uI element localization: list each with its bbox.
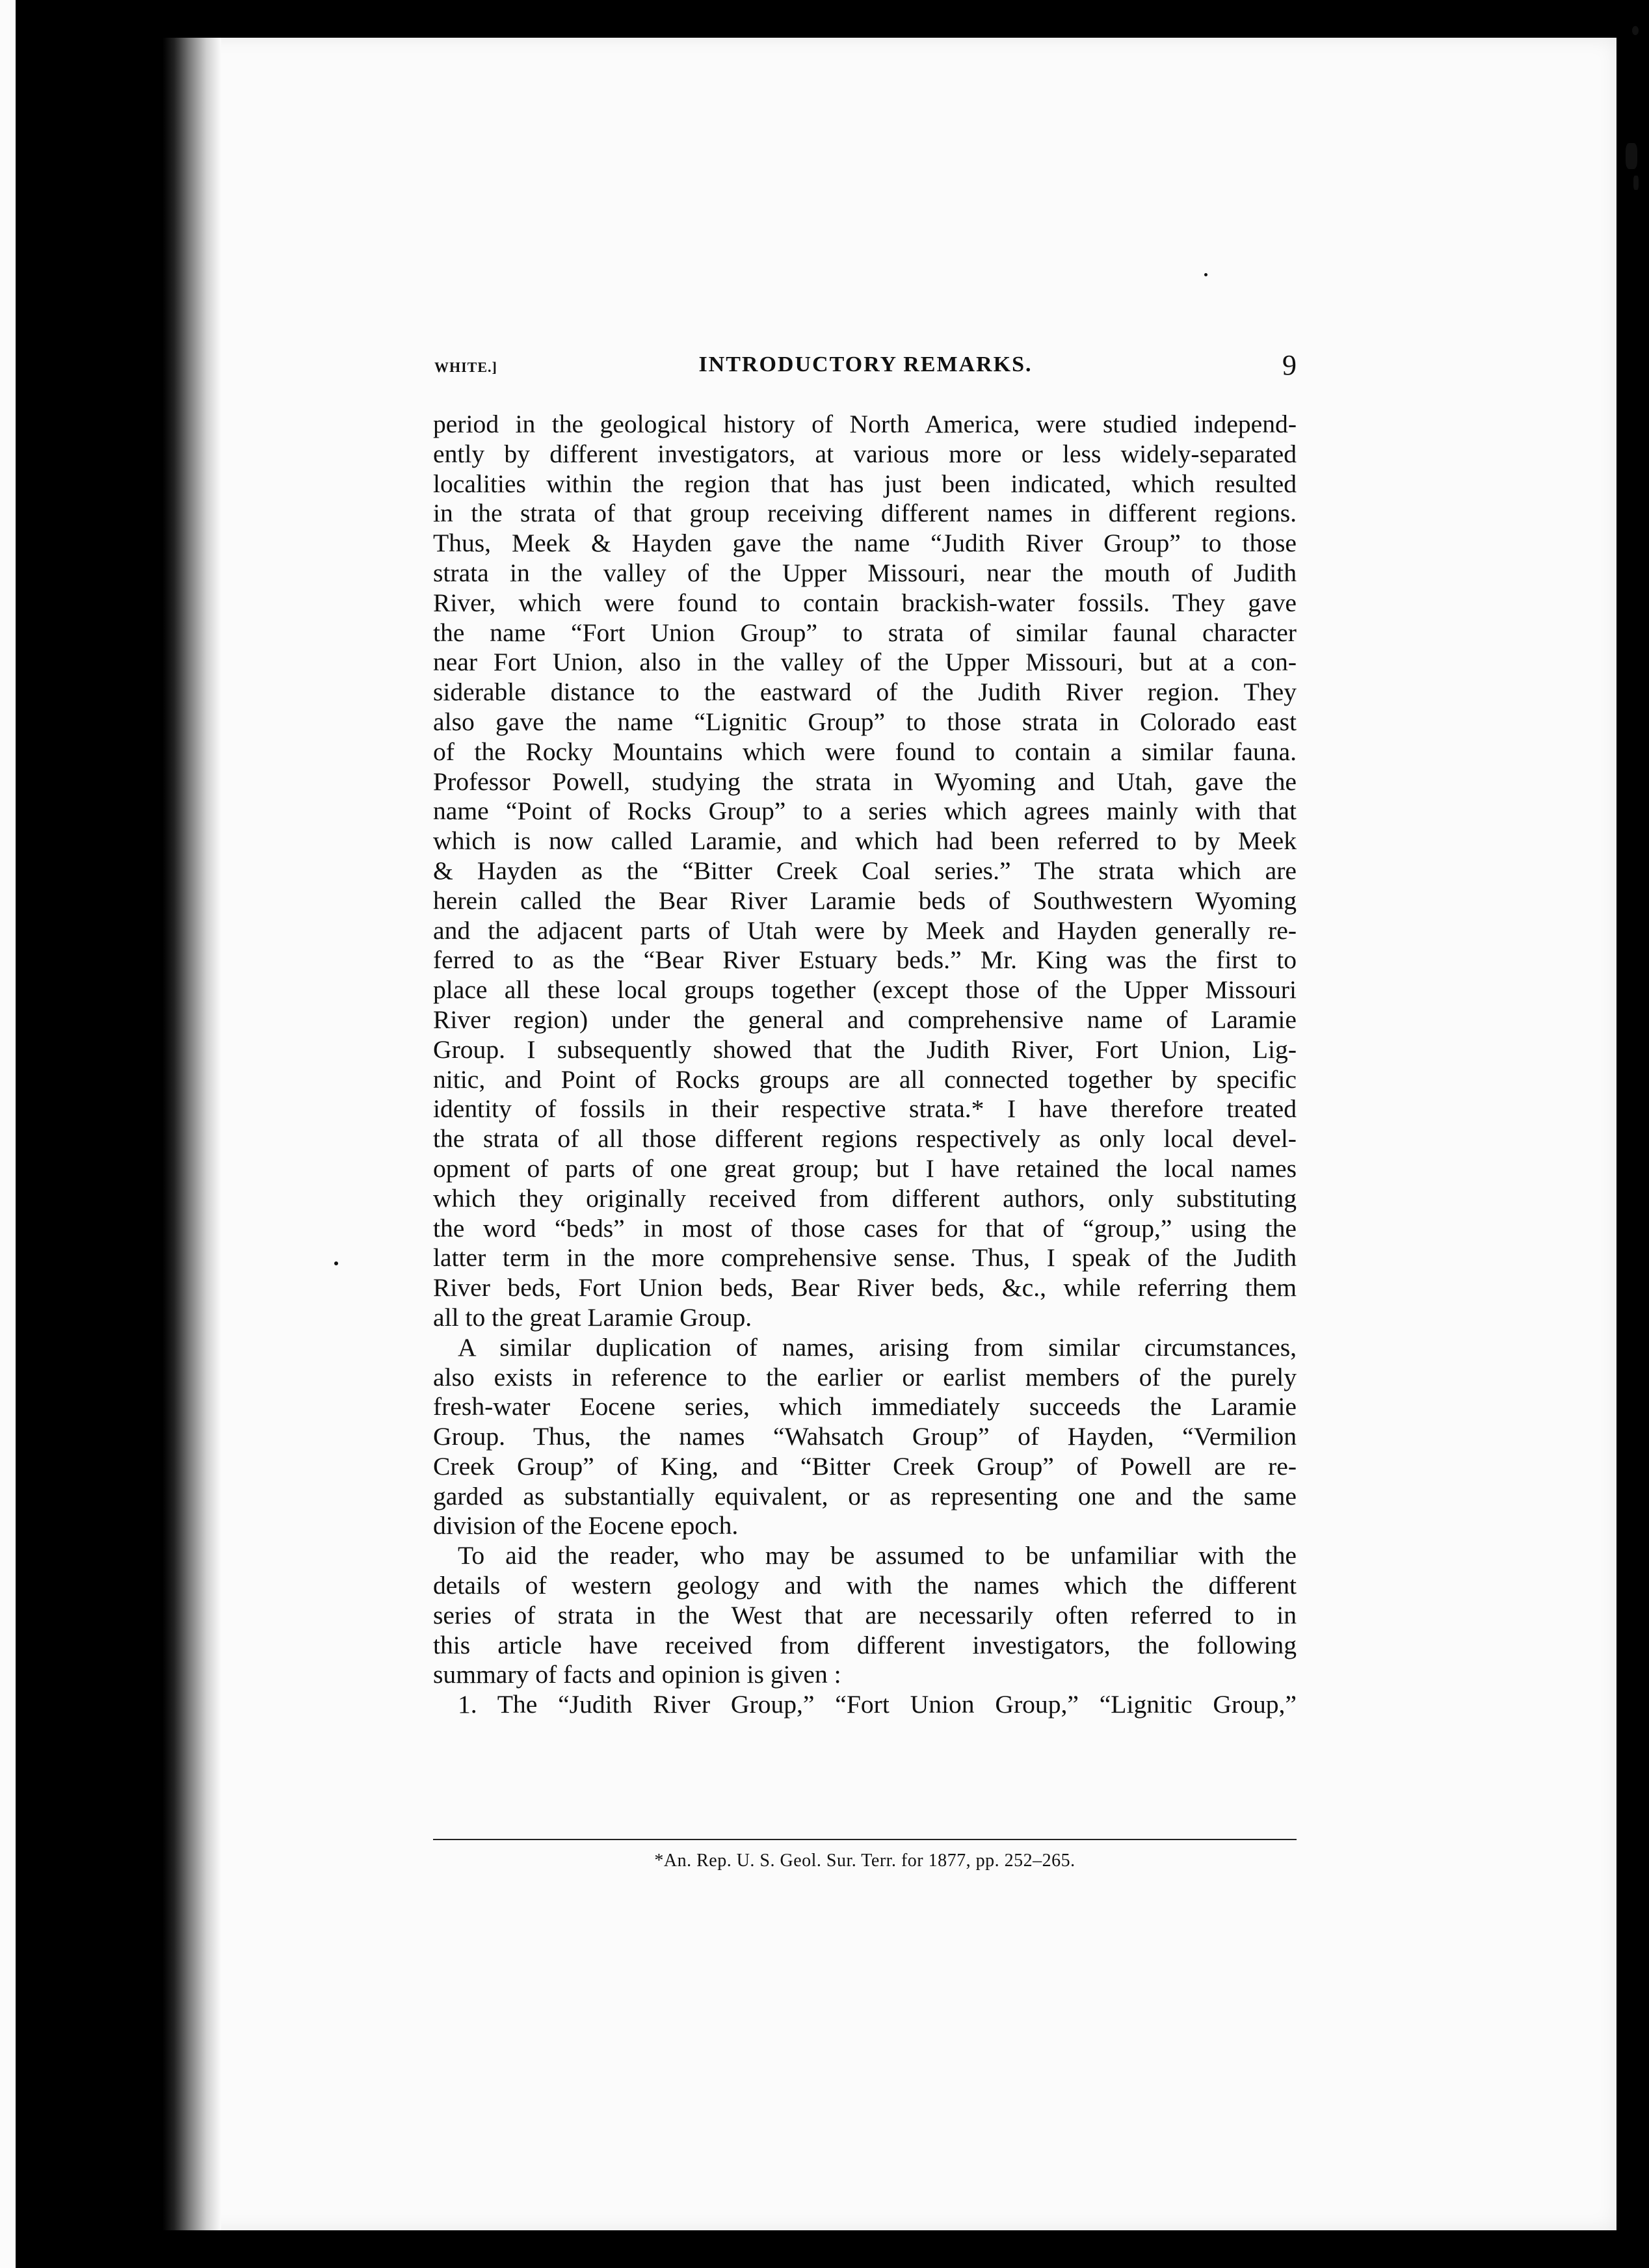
scan-speck (1204, 273, 1207, 276)
text-line: River, which were found to contain brackish-water fossils. They gave (433, 588, 1297, 617)
paragraph (433, 1333, 1297, 1542)
text-line: Group. Thus, the names “Wahsatch Group” of Hayden, “Vermilion (433, 1422, 1297, 1451)
text-line: details of western geology and with the names which the different (433, 1571, 1297, 1600)
footnote-rule (433, 1839, 1297, 1840)
footnote: *An. Rep. U. S. Geol. Sur. Terr. for 1877, pp. 252–265. (654, 1851, 1075, 1871)
text-line: and the adjacent parts of Utah were by Meek and Hayden generally re- (433, 916, 1297, 945)
text-line: Thus, Meek & Hayden gave the name “Judith River Group” to those (433, 529, 1297, 558)
scan-speck (1633, 176, 1639, 190)
text-line: localities within the region that has just been indicated, which resulted (433, 469, 1297, 498)
running-head-title: INTRODUCTORY REMARKS. (698, 352, 1033, 376)
text-line: 1. The “Judith River Group,” “Fort Union Group,” “Lignitic Group,” (458, 1690, 1297, 1719)
text-line: also gave the name “Lignitic Group” to those strata in Colorado east (433, 707, 1297, 736)
scan-left-edge (0, 0, 16, 2268)
text-line: Professor Powell, studying the strata in Wyoming and Utah, gave the (433, 767, 1297, 796)
text-line: near Fort Union, also in the valley of the Upper Missouri, but at a con- (433, 648, 1297, 677)
paragraph (433, 410, 1297, 1333)
text-line: of the Rocky Mountains which were found to contain a similar fauna. (433, 737, 1297, 766)
text-line: series of strata in the West that are necessarily often referred to in (433, 1600, 1297, 1629)
text-line: siderable distance to the eastward of the Judith River region. They (433, 678, 1297, 707)
text-line: all to the great Laramie Group. (433, 1302, 752, 1332)
text-line: opment of parts of one great group; but I have retained the local names (433, 1154, 1297, 1183)
text-line: identity of fossils in their respective strata.* I have therefore treated (433, 1094, 1297, 1124)
text-line: division of the Eocene epoch. (433, 1511, 739, 1540)
text-line: fresh-water Eocene series, which immediately succeeds the Laramie (433, 1392, 1297, 1421)
scan-speck (334, 1261, 338, 1265)
text-line: also exists in reference to the earlier or earlist members of the purely (433, 1362, 1297, 1391)
text-line: the strata of all those different regions respectively as only local devel- (433, 1124, 1297, 1154)
text-line: & Hayden as the “Bitter Creek Coal series.” The strata which are (433, 856, 1297, 885)
text-line: River beds, Fort Union beds, Bear River beds, &c., while referring them (433, 1273, 1297, 1302)
scan-speck (1626, 143, 1637, 169)
text-line: Creek Group” of King, and “Bitter Creek Group” of Powell are re- (433, 1451, 1297, 1481)
paragraph (433, 1690, 1297, 1720)
text-line: this article have received from different investigators, the following (433, 1630, 1297, 1659)
text-line: ently by different investigators, at various more or less widely-separated (433, 439, 1297, 468)
text-line: garded as substantially equivalent, or as representing one and the same (433, 1481, 1297, 1510)
text-line: River region) under the general and comprehensive name of Laramie (433, 1005, 1297, 1034)
text-line: summary of facts and opinion is given : (433, 1660, 841, 1689)
text-line: the name “Fort Union Group” to strata of similar faunal character (433, 618, 1297, 647)
text-line: To aid the reader, who may be assumed to be unfamiliar with the (458, 1541, 1297, 1570)
running-head (434, 349, 1297, 389)
paragraph (433, 1541, 1297, 1690)
text-line: which is now called Laramie, and which had been referred to by Meek (433, 826, 1297, 856)
text-line: nitic, and Point of Rocks groups are all connected together by specific (433, 1064, 1297, 1094)
text-line: herein called the Bear River Laramie beds of Southwestern Wyoming (433, 886, 1297, 915)
text-line: A similar duplication of names, arising from similar circumstances, (458, 1332, 1297, 1362)
running-head-author: WHITE.] (434, 359, 497, 375)
text-line: which they originally received from different authors, only substituting (433, 1183, 1297, 1213)
text-line: ferred to as the “Bear River Estuary beds.” Mr. King was the first to (433, 945, 1297, 975)
scan-speck (1632, 26, 1639, 35)
text-line: the word “beds” in most of those cases for that of “group,” using the (433, 1213, 1297, 1243)
text-line: name “Point of Rocks Group” to a series which agrees mainly with that (433, 797, 1297, 826)
page-number: 9 (1282, 349, 1297, 381)
text-line: strata in the valley of the Upper Missouri, near the mouth of Judith (433, 558, 1297, 587)
text-line: latter term in the more comprehensive sense. Thus, I speak of the Judith (433, 1243, 1297, 1272)
text-line: Group. I subsequently showed that the Judith River, Fort Union, Lig- (433, 1035, 1297, 1064)
text-line: period in the geological history of North America, were studied independ- (433, 410, 1297, 438)
binding-gutter (163, 38, 221, 2230)
text-line: in the strata of that group receiving different names in different regions. (433, 499, 1297, 528)
body-text (433, 410, 1297, 1720)
text-line: place all these local groups together (except those of the Upper Missouri (433, 975, 1297, 1005)
